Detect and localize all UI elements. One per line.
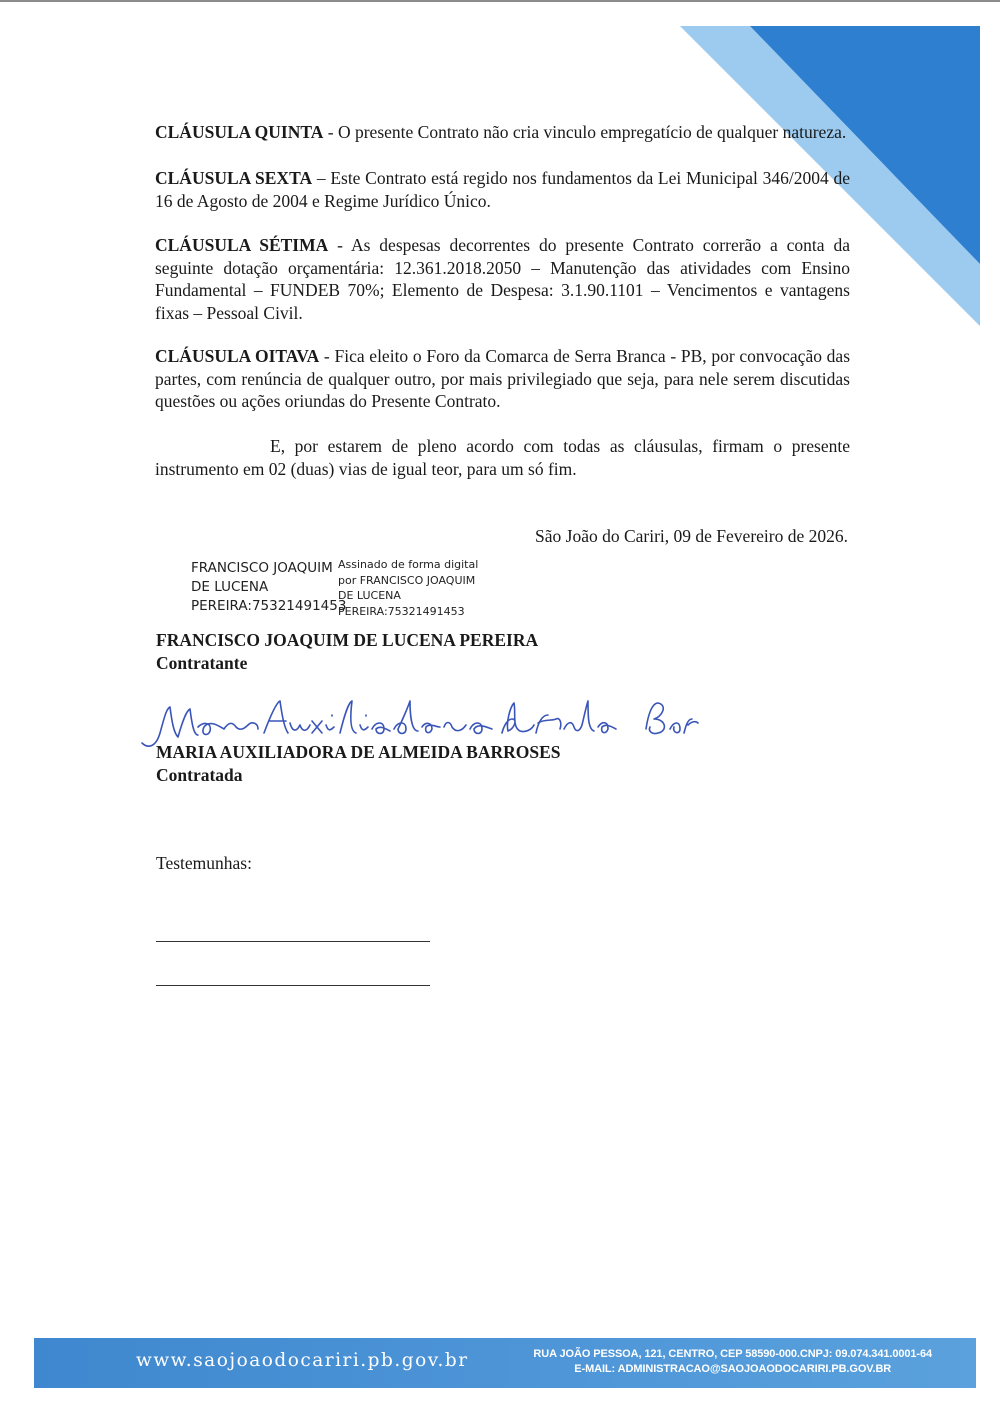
clause-setima: CLÁUSULA SÉTIMA - As despesas decorrentes do presente Contrato correrão a conta da seguinte dotação orçamentária: 12.361.2018.2050 – Manutenção das atividades com Ensino Fundamental – FUNDEB 70%; Elemento de Despesa: 3.1.90.1101 – Vencimentos e vantagens fixas – Pessoal Civil.	[155, 235, 850, 323]
stamp-line: Assinado de forma digital	[338, 558, 479, 571]
clause-text: As despesas decorrentes do presente Contrato correrão a conta da seguinte dotação orçamentária: 12.361.2018.2050 – Manutenção das atividades com Ensino Fundamental – FUNDEB 70%; Elemento de Despesa: 3.1.90.1101 – Vencimentos e vantagens fixas – Pessoal Civil.	[155, 235, 850, 323]
closing-paragraph: E, por estarem de pleno acordo com todas as cláusulas, firmam o presente instrumento em 02 (duas) vias de igual teor, para um só fim.	[155, 436, 850, 479]
clause-heading: CLÁUSULA QUINTA	[155, 122, 324, 142]
footer-email-line: E-MAIL: ADMINISTRACAO@SAOJOAODOCARIRI.PB.GOV.BR	[574, 1363, 892, 1375]
contratada-role: Contratada	[156, 765, 243, 785]
top-border-line	[0, 0, 1000, 2]
footer-website: www.saojoaodocariri.pb.gov.br	[136, 1350, 469, 1371]
footer-address	[533, 1347, 932, 1377]
clause-text: Fica eleito o Foro da Comarca de Serra Branca - PB, por convocação das partes, com renúncia de qualquer outro, por mais privilegiado que seja, para nele serem discutidas questões ou ações oriundas do Presente Contrato.	[155, 346, 851, 411]
clause-text: Este Contrato está regido nos fundamentos da Lei Municipal 346/2004 de 16 de Agosto de 2004 e Regime Jurídico Único.	[155, 168, 851, 211]
clause-oitava: CLÁUSULA OITAVA - Fica eleito o Foro da Comarca de Serra Branca - PB, por convocação das partes, com renúncia de qualquer outro, por mais privilegiado que seja, para nele serem discutidas questões ou ações oriundas do Presente Contrato.	[155, 346, 851, 411]
signer-line: DE LUCENA	[191, 579, 269, 595]
place-and-date: São João do Cariri, 09 de Fevereiro de 2026.	[535, 526, 848, 546]
witnesses-label: Testemunhas:	[156, 853, 252, 873]
witness-line-2	[156, 985, 430, 986]
signer-line: PEREIRA:75321491453	[191, 598, 347, 614]
clause-heading: CLÁUSULA SEXTA	[155, 168, 313, 188]
stamp-line: PEREIRA:75321491453	[338, 604, 465, 618]
clause-quinta: CLÁUSULA QUINTA - O presente Contrato não cria vinculo empregatício de qualquer natureza.	[155, 122, 847, 142]
witness-line-1	[156, 941, 430, 942]
contratada-name: MARIA AUXILIADORA DE ALMEIDA BARROSES	[156, 742, 561, 762]
stamp-line: DE LUCENA	[338, 589, 401, 602]
clause-sexta: CLÁUSULA SEXTA – Este Contrato está regido nos fundamentos da Lei Municipal 346/2004 de 16 de Agosto de 2004 e Regime Jurídico Único.	[155, 168, 851, 211]
clause-heading: CLÁUSULA SÉTIMA	[155, 235, 329, 255]
contratante-name: FRANCISCO JOAQUIM DE LUCENA PEREIRA	[156, 630, 539, 650]
digital-signature-signer	[191, 559, 347, 616]
stamp-line: por FRANCISCO JOAQUIM	[338, 573, 476, 587]
digital-signature-stamp	[338, 557, 498, 619]
clause-heading: CLÁUSULA OITAVA	[155, 346, 320, 366]
signer-line: FRANCISCO JOAQUIM	[191, 560, 333, 576]
clause-text: O presente Contrato não cria vinculo empregatício de qualquer natureza.	[337, 122, 847, 142]
contratante-role: Contratante	[156, 653, 248, 673]
footer-address-line: RUA JOÃO PESSOA, 121, CENTRO, CEP 58590-000.CNPJ: 09.074.341.0001-64	[533, 1348, 932, 1360]
footer-banner	[34, 1338, 976, 1388]
